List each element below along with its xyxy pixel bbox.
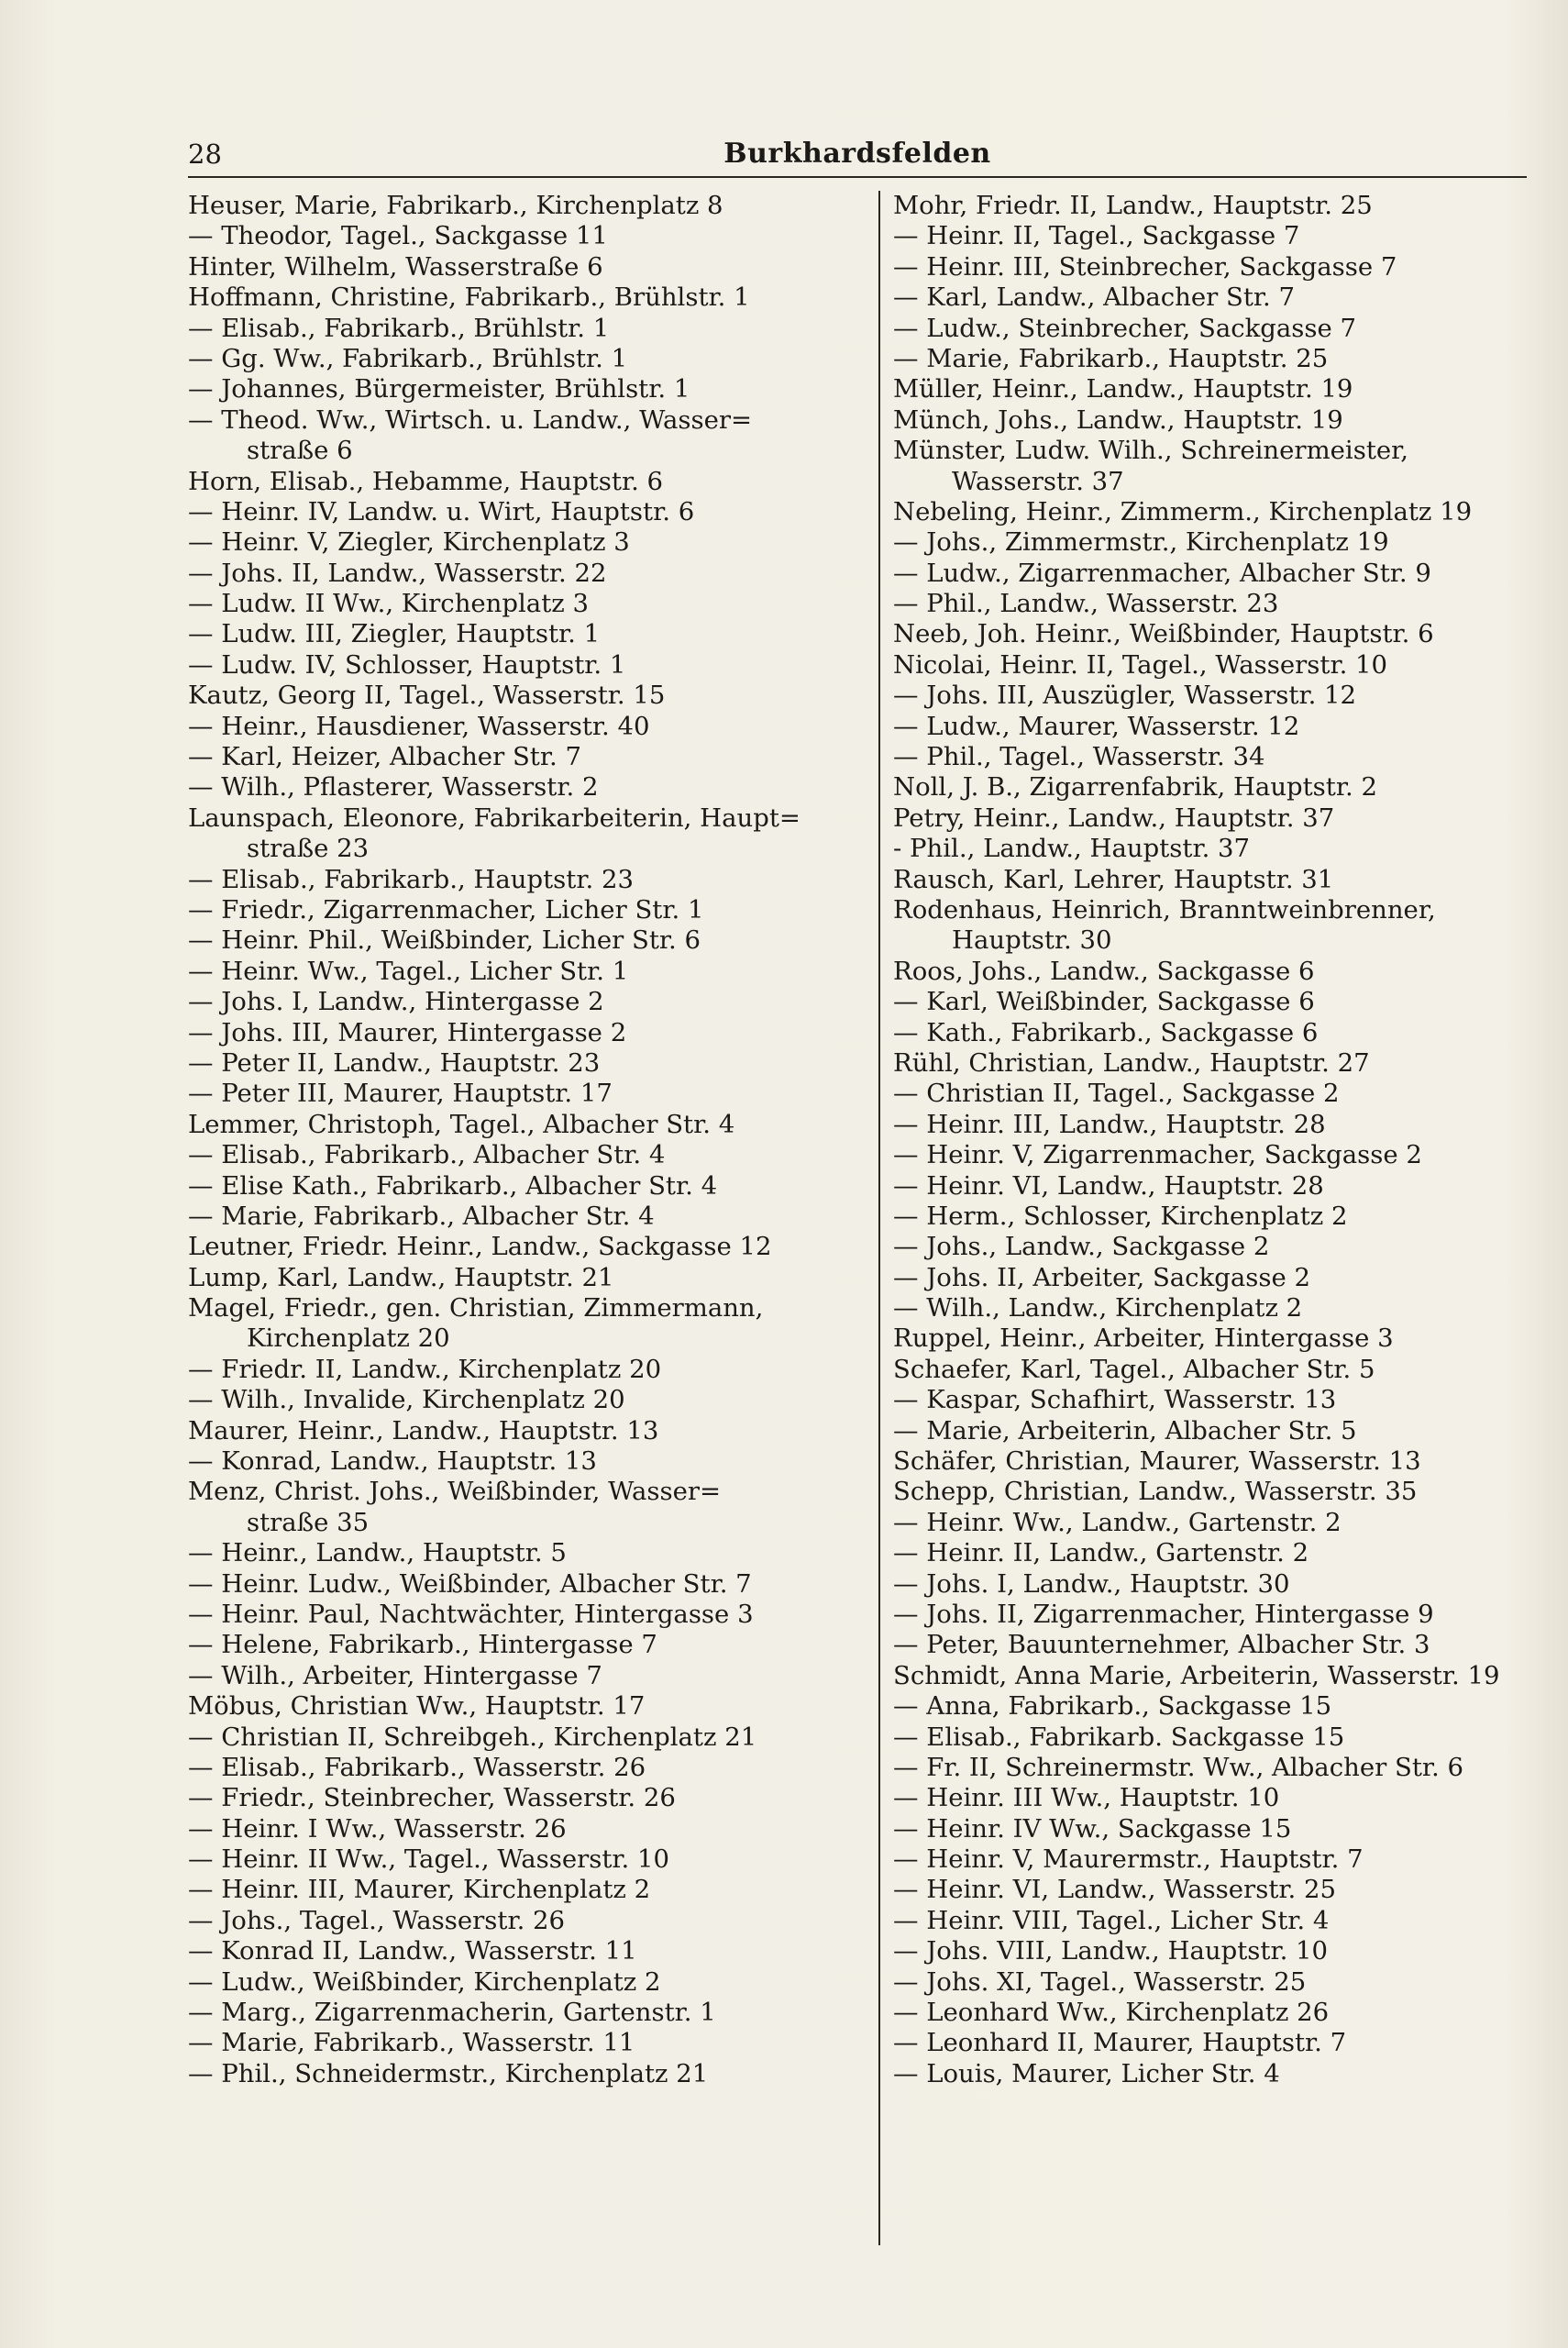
directory-entry: — Marg., Zigarrenmacherin, Gartenstr. 1	[188, 1998, 716, 2028]
directory-entry: Möbus, Christian Ww., Hauptstr. 17	[188, 1691, 646, 1722]
directory-entry: — Ludw., Weißbinder, Kirchenplatz 2	[188, 1966, 661, 1997]
directory-entry: — Marie, Fabrikarb., Albacher Str. 4	[188, 1201, 655, 1231]
directory-entry: — Heinr. III, Maurer, Kirchenplatz 2	[188, 1875, 651, 1905]
directory-entry: — Leonhard II, Maurer, Hauptstr. 7	[893, 2028, 1347, 2058]
directory-entry: — Elisab., Fabrikarb., Albacher Str. 4	[188, 1140, 666, 1170]
directory-entry: — Elisab., Fabrikarb., Wasserstr. 26	[188, 1752, 646, 1782]
directory-entry: — Heinr. I Ww., Wasserstr. 26	[188, 1813, 567, 1844]
entry-continuation: straße 35	[247, 1507, 370, 1537]
directory-entry: — Heinr. Ludw., Weißbinder, Albacher Str. 7	[188, 1568, 752, 1599]
directory-entry: — Johs. II, Landw., Wasserstr. 22	[188, 558, 607, 588]
directory-entry: - Phil., Landw., Hauptstr. 37	[893, 834, 1251, 864]
directory-entry: — Phil., Schneidermstr., Kirchenplatz 21	[188, 2058, 709, 2088]
directory-entry: Schmidt, Anna Marie, Arbeiterin, Wasserstr. 19	[893, 1660, 1500, 1690]
directory-entry: — Louis, Maurer, Licher Str. 4	[893, 2058, 1280, 2088]
directory-entry: Münster, Ludw. Wilh., Schreinermeister,	[893, 436, 1409, 466]
directory-entry: — Elise Kath., Fabrikarb., Albacher Str. 4	[188, 1170, 718, 1201]
directory-entry: — Helene, Fabrikarb., Hintergasse 7	[188, 1630, 657, 1660]
directory-entry: — Theodor, Tagel., Sackgasse 11	[188, 221, 608, 251]
directory-entry: — Johs., Zimmermstr., Kirchenplatz 19	[893, 527, 1389, 558]
directory-entry: — Johs., Landw., Sackgasse 2	[893, 1232, 1270, 1262]
directory-entry: Heuser, Marie, Fabrikarb., Kirchenplatz 8	[188, 191, 723, 220]
directory-entry: Schepp, Christian, Landw., Wasserstr. 35	[893, 1477, 1418, 1507]
directory-entry: — Marie, Fabrikarb., Hauptstr. 25	[893, 343, 1329, 373]
directory-entry: — Johannes, Bürgermeister, Brühlstr. 1	[188, 374, 690, 404]
directory-entry: — Heinr. II, Tagel., Sackgasse 7	[893, 221, 1300, 251]
directory-entry: Leutner, Friedr. Heinr., Landw., Sackgasse 12	[188, 1232, 772, 1262]
header-rule	[188, 176, 1527, 178]
directory-entry: — Heinr., Hausdiener, Wasserstr. 40	[188, 711, 650, 741]
directory-entry: Roos, Johs., Landw., Sackgasse 6	[893, 956, 1315, 986]
directory-entry: Menz, Christ. Johs., Weißbinder, Wasser=	[188, 1477, 722, 1507]
directory-entry: Nebeling, Heinr., Zimmerm., Kirchenplatz 19	[893, 496, 1473, 526]
directory-entry: — Heinr. IV Ww., Sackgasse 15	[893, 1813, 1292, 1844]
directory-entry: — Gg. Ww., Fabrikarb., Brühlstr. 1	[188, 343, 628, 373]
directory-entry: — Ludw. II Ww., Kirchenplatz 3	[188, 589, 589, 619]
directory-entry: — Konrad II, Landw., Wasserstr. 11	[188, 1936, 637, 1966]
directory-entry: Ruppel, Heinr., Arbeiter, Hintergasse 3	[893, 1324, 1394, 1354]
directory-entry: Maurer, Heinr., Landw., Hauptstr. 13	[188, 1415, 659, 1445]
right-column	[878, 191, 1531, 2245]
directory-entry: — Ludw., Steinbrecher, Sackgasse 7	[893, 313, 1357, 343]
directory-entry: Hoffmann, Christine, Fabrikarb., Brühlstr. 1	[188, 282, 750, 313]
directory-entry: — Heinr. II Ww., Tagel., Wasserstr. 10	[188, 1844, 670, 1875]
directory-entry: — Heinr. III Ww., Hauptstr. 10	[893, 1783, 1280, 1813]
directory-entry: — Heinr. Ww., Tagel., Licher Str. 1	[188, 956, 629, 986]
directory-entry: Neeb, Joh. Heinr., Weißbinder, Hauptstr. 6	[893, 619, 1434, 649]
directory-entry: — Johs. II, Arbeiter, Sackgasse 2	[893, 1262, 1310, 1292]
entry-continuation: straße 6	[247, 436, 353, 466]
directory-entry: Rausch, Karl, Lehrer, Hauptstr. 31	[893, 864, 1334, 894]
directory-entry: — Johs. III, Auszügler, Wasserstr. 12	[893, 681, 1357, 711]
directory-entry: — Karl, Landw., Albacher Str. 7	[893, 282, 1295, 313]
directory-entry: — Karl, Weißbinder, Sackgasse 6	[893, 987, 1315, 1017]
directory-entry: — Elisab., Fabrikarb. Sackgasse 15	[893, 1722, 1345, 1752]
directory-entry: — Ludw., Zigarrenmacher, Albacher Str. 9	[893, 558, 1431, 588]
directory-entry: — Ludw. III, Ziegler, Hauptstr. 1	[188, 619, 601, 649]
directory-entry: — Leonhard Ww., Kirchenplatz 26	[893, 1998, 1330, 2028]
directory-entry: — Johs. VIII, Landw., Hauptstr. 10	[893, 1936, 1329, 1966]
directory-entry: Hinter, Wilhelm, Wasserstraße 6	[188, 251, 603, 282]
directory-entry: Rühl, Christian, Landw., Hauptstr. 27	[893, 1047, 1370, 1078]
directory-entry: Launspach, Eleonore, Fabrikarbeiterin, Haupt=	[188, 803, 801, 833]
directory-entry: — Heinr. V, Maurermstr., Hauptstr. 7	[893, 1844, 1364, 1875]
directory-entry: Rodenhaus, Heinrich, Branntweinbrenner,	[893, 894, 1436, 925]
directory-entry: — Karl, Heizer, Albacher Str. 7	[188, 742, 581, 772]
left-column	[188, 191, 880, 2089]
directory-entry: — Marie, Arbeiterin, Albacher Str. 5	[893, 1415, 1357, 1445]
directory-entry: — Phil., Landw., Wasserstr. 23	[893, 589, 1279, 619]
directory-entry: Noll, J. B., Zigarrenfabrik, Hauptstr. 2	[893, 772, 1377, 803]
directory-entry: — Peter III, Maurer, Hauptstr. 17	[188, 1079, 613, 1109]
entry-continuation: Hauptstr. 30	[952, 925, 1112, 956]
page-header	[188, 136, 1527, 178]
directory-entry: — Heinr. VI, Landw., Hauptstr. 28	[893, 1170, 1324, 1201]
directory-entry: — Heinr. IV, Landw. u. Wirt, Hauptstr. 6	[188, 496, 695, 526]
directory-entry: — Johs. I, Landw., Hauptstr. 30	[893, 1568, 1290, 1599]
directory-entry: — Johs. III, Maurer, Hintergasse 2	[188, 1017, 627, 1047]
directory-entry: — Elisab., Fabrikarb., Brühlstr. 1	[188, 313, 610, 343]
directory-entry: Lemmer, Christoph, Tagel., Albacher Str. 4	[188, 1109, 735, 1139]
directory-entry: — Johs., Tagel., Wasserstr. 26	[188, 1905, 566, 1935]
entry-continuation: Wasserstr. 37	[952, 466, 1124, 496]
directory-entry: — Phil., Tagel., Wasserstr. 34	[893, 742, 1265, 772]
directory-entry: — Heinr. Phil., Weißbinder, Licher Str. 6	[188, 925, 701, 956]
directory-entry: Mohr, Friedr. II, Landw., Hauptstr. 25	[893, 191, 1373, 220]
directory-entry: — Christian II, Tagel., Sackgasse 2	[893, 1079, 1340, 1109]
running-head-title: Burkhardsfelden	[723, 138, 991, 170]
directory-entry: — Marie, Fabrikarb., Wasserstr. 11	[188, 2028, 635, 2058]
directory-entry: — Christian II, Schreibgeh., Kirchenplatz 21	[188, 1722, 757, 1752]
directory-entry: — Wilh., Pflasterer, Wasserstr. 2	[188, 772, 599, 803]
page-number: 28	[188, 138, 222, 170]
directory-entry: — Heinr. Ww., Landw., Gartenstr. 2	[893, 1507, 1342, 1537]
directory-entry: — Wilh., Invalide, Kirchenplatz 20	[188, 1385, 625, 1415]
directory-entry: Lump, Karl, Landw., Hauptstr. 21	[188, 1262, 614, 1292]
directory-entry: Kautz, Georg II, Tagel., Wasserstr. 15	[188, 681, 666, 711]
directory-entry: — Heinr., Landw., Hauptstr. 5	[188, 1538, 567, 1568]
directory-entry: — Theod. Ww., Wirtsch. u. Landw., Wasser=	[188, 404, 753, 435]
directory-entry: — Kaspar, Schafhirt, Wasserstr. 13	[893, 1385, 1337, 1415]
directory-entry: — Friedr., Zigarrenmacher, Licher Str. 1	[188, 894, 704, 925]
directory-entry: — Peter, Bauunternehmer, Albacher Str. 3	[893, 1630, 1430, 1660]
directory-entry: — Heinr. III, Steinbrecher, Sackgasse 7	[893, 251, 1397, 282]
directory-entry: — Heinr. V, Zigarrenmacher, Sackgasse 2	[893, 1140, 1422, 1170]
directory-entry: — Konrad, Landw., Hauptstr. 13	[188, 1446, 597, 1477]
directory-entry: — Heinr. VIII, Tagel., Licher Str. 4	[893, 1905, 1330, 1935]
directory-entry: Müller, Heinr., Landw., Hauptstr. 19	[893, 374, 1353, 404]
directory-entry: — Wilh., Landw., Kirchenplatz 2	[893, 1293, 1303, 1324]
entry-continuation: Kirchenplatz 20	[247, 1324, 450, 1354]
directory-entry: — Friedr., Steinbrecher, Wasserstr. 26	[188, 1783, 676, 1813]
directory-entry: Nicolai, Heinr. II, Tagel., Wasserstr. 10	[893, 649, 1388, 680]
directory-entry: — Ludw., Maurer, Wasserstr. 12	[893, 711, 1300, 741]
directory-entry: Münch, Johs., Landw., Hauptstr. 19	[893, 404, 1343, 435]
directory-entry: — Johs. II, Zigarrenmacher, Hintergasse 9	[893, 1599, 1434, 1629]
directory-entry: — Heinr. Paul, Nachtwächter, Hintergasse 3	[188, 1599, 754, 1629]
directory-entry: — Heinr. VI, Landw., Wasserstr. 25	[893, 1875, 1336, 1905]
directory-entry: — Heinr. V, Ziegler, Kirchenplatz 3	[188, 527, 630, 558]
directory-entry: Schaefer, Karl, Tagel., Albacher Str. 5	[893, 1354, 1375, 1384]
directory-entry: — Kath., Fabrikarb., Sackgasse 6	[893, 1017, 1319, 1047]
directory-entry: Horn, Elisab., Hebamme, Hauptstr. 6	[188, 466, 664, 496]
directory-entry: — Herm., Schlosser, Kirchenplatz 2	[893, 1201, 1348, 1231]
directory-entry: — Heinr. II, Landw., Gartenstr. 2	[893, 1538, 1309, 1568]
entry-continuation: straße 23	[247, 834, 370, 864]
directory-entry: — Fr. II, Schreinermstr. Ww., Albacher Str. 6	[893, 1752, 1463, 1782]
directory-entry: — Anna, Fabrikarb., Sackgasse 15	[893, 1691, 1332, 1722]
directory-entry: Schäfer, Christian, Maurer, Wasserstr. 13	[893, 1446, 1421, 1477]
directory-entry: — Wilh., Arbeiter, Hintergasse 7	[188, 1660, 602, 1690]
directory-entry: Magel, Friedr., gen. Christian, Zimmermann,	[188, 1293, 764, 1324]
directory-entry: — Johs. I, Landw., Hintergasse 2	[188, 987, 604, 1017]
directory-entry: Petry, Heinr., Landw., Hauptstr. 37	[893, 803, 1335, 833]
directory-entry: — Peter II, Landw., Hauptstr. 23	[188, 1047, 601, 1078]
directory-entry: — Friedr. II, Landw., Kirchenplatz 20	[188, 1354, 662, 1384]
directory-entry: — Johs. XI, Tagel., Wasserstr. 25	[893, 1966, 1307, 1997]
directory-entry: — Heinr. III, Landw., Hauptstr. 28	[893, 1109, 1326, 1139]
directory-entry: — Elisab., Fabrikarb., Hauptstr. 23	[188, 864, 634, 894]
directory-entry: — Ludw. IV, Schlosser, Hauptstr. 1	[188, 649, 626, 680]
